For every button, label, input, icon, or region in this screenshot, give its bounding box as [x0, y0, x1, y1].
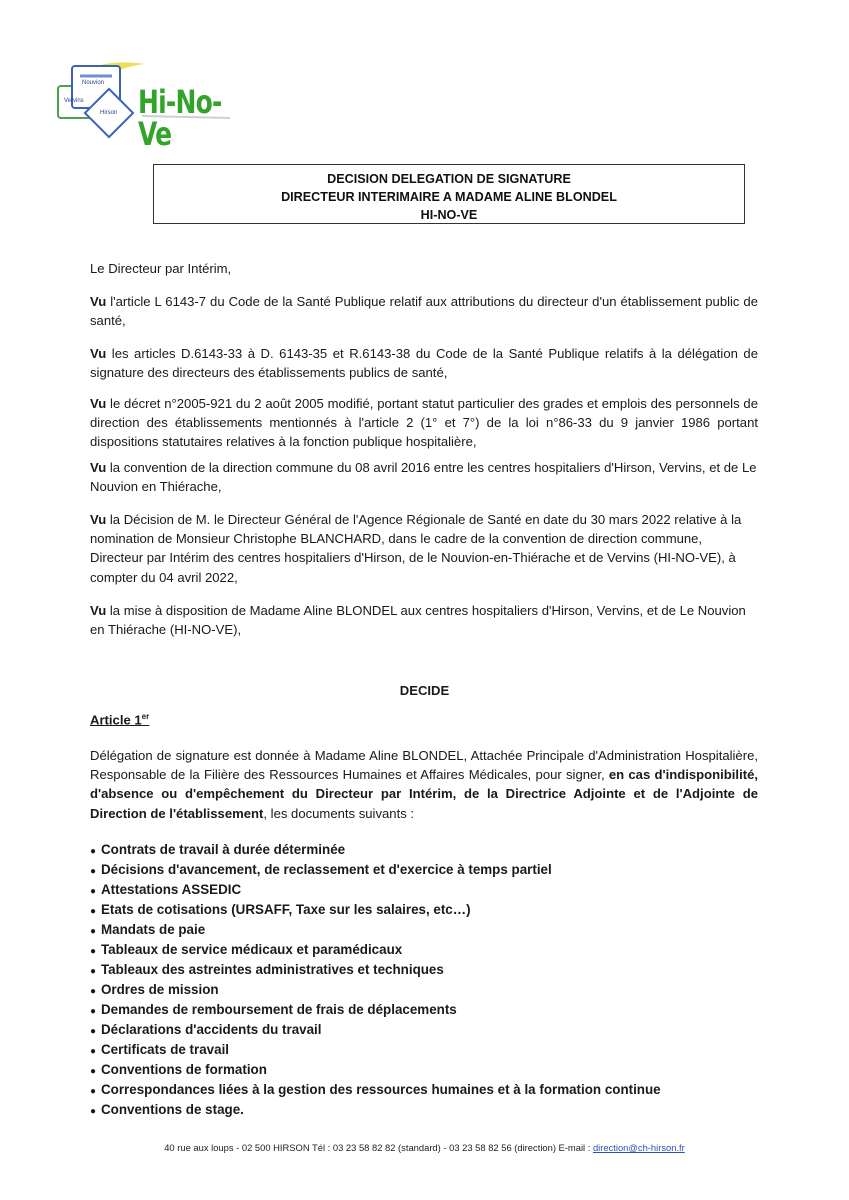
vu-label: Vu: [90, 396, 107, 411]
consideration-text: la convention de la direction commune du 08 avril 2016 entre les centres hospitaliers d'Hirson, Vervins, et de Le Nouvion en Thiérache,: [90, 460, 757, 495]
list-item: ● Tableaux des astreintes administratives et techniques: [90, 960, 770, 980]
list-item: ● Déclarations d'accidents du travail: [90, 1020, 770, 1040]
consideration-paragraph: [90, 601, 758, 639]
bullet-icon: ●: [90, 866, 97, 878]
list-item: ● Décisions d'avancement, de reclassement et d'exercice à temps partiel: [90, 860, 770, 880]
list-item: ● Demandes de remboursement de frais de déplacements: [90, 1000, 770, 1020]
bullet-icon: ●: [90, 906, 97, 918]
logo-badge-text: Hirson: [100, 110, 118, 116]
list-item: ● Correspondances liées à la gestion des ressources humaines et à la formation continue: [90, 1080, 770, 1100]
title-line-2: DIRECTEUR INTERIMAIRE A MADAME ALINE BLONDEL: [281, 190, 617, 204]
consideration-paragraph: [90, 394, 758, 452]
document-title-box: [153, 164, 745, 224]
delegation-text: Délégation de signature est donnée à Madame Aline BLONDEL, Attachée Principale d'Administration Hospitalière, Responsable de la Filière des Ressources Humaines et Affaires Médicales, pour signer,: [90, 748, 758, 783]
list-item: ● Tableaux de service médicaux et paramédicaux: [90, 940, 770, 960]
consideration-text: la Décision de M. le Directeur Général de l'Agence Régionale de Santé en date du 30 mars 2022 relative à la nomination de Monsieur Christophe BLANCHARD, dans le cadre de la convention de direction commune, Directeur par Intérim des centres hospitaliers d'Hirson, de le Nouvion-en-Thiérache et de Vervins (HI-NO-VE), à compter du 04 avril 2022,: [90, 512, 742, 585]
consideration-text: les articles D.6143-33 à D. 6143-35 et R.6143-38 du Code de la Santé Publique relatifs à la délégation de signature des directeurs des établissements publics de santé,: [90, 346, 758, 381]
consideration-text: l'article L 6143-7 du Code de la Santé Publique relatif aux attributions du directeur d'un établissement public de santé,: [90, 294, 758, 329]
delegation-paragraph: [90, 746, 758, 823]
delegation-text-end: , les documents suivants :: [263, 805, 415, 821]
bullet-icon: ●: [90, 846, 97, 857]
consideration-paragraph: [90, 510, 758, 587]
bullet-icon: ●: [90, 1006, 97, 1018]
consideration-paragraph: [90, 292, 758, 330]
consideration-text: le décret n°2005-921 du 2 août 2005 modifié, portant statut particulier des grades et emplois des personnels de direction des établissements mentionnés à l'article 2 (1° et 7°) de la loi n°86-33 du 9 janvier 1986 portant dispositions statutaires relatives à la fonction publique hospitalière,: [90, 396, 758, 450]
delegation-condition: en cas d'indisponibilité, d'absence ou d'empêchement du Directeur par Intérim, de la Directrice Adjointe et de l'Adjointe de Direction de l'établissement: [90, 767, 758, 821]
bullet-icon: ●: [90, 946, 97, 958]
vu-label: Vu: [90, 346, 107, 361]
article-label: Article 1: [90, 712, 142, 728]
footer-address: 40 rue aux loups - 02 500 HIRSON Tél : 03 23 58 82 82 (standard) - 03 23 58 82 56 (direction) E-mail :: [164, 1142, 593, 1153]
list-item: ● Etats de cotisations (URSAFF, Taxe sur les salaires, etc…): [90, 900, 770, 920]
decide-heading: DECIDE: [399, 683, 450, 698]
list-item: ● Conventions de formation: [90, 1060, 770, 1080]
vu-label: Vu: [90, 512, 107, 527]
vu-label: Vu: [90, 294, 107, 309]
article-sup: er: [141, 712, 150, 721]
intro-line: Le Directeur par Intérim,: [90, 261, 232, 276]
bullet-icon: ●: [90, 1026, 97, 1038]
vu-label: Vu: [90, 603, 107, 618]
page-footer: [0, 1142, 849, 1153]
bullet-icon: ●: [90, 886, 97, 898]
consideration-paragraph: [90, 458, 758, 496]
logo-wordmark: Hi-No-Ve: [138, 83, 222, 153]
list-item: ● Mandats de paie: [90, 920, 770, 940]
article-heading: [90, 712, 149, 727]
documents-list: [90, 840, 770, 1120]
bullet-icon: ●: [90, 1086, 97, 1098]
consideration-text: la mise à disposition de Madame Aline BLONDEL aux centres hospitaliers d'Hirson, Vervins, et de Le Nouvion en Thiérache (HI-NO-VE),: [90, 603, 746, 638]
consideration-paragraph: [90, 344, 758, 382]
list-item: ● Certificats de travail: [90, 1040, 770, 1060]
list-item: ● Attestations ASSEDIC: [90, 880, 770, 900]
title-line-1: DECISION DELEGATION DE SIGNATURE: [327, 172, 571, 186]
bullet-icon: ●: [90, 966, 97, 978]
bullet-icon: ●: [90, 1046, 97, 1058]
footer-email-link[interactable]: direction@ch-hirson.fr: [592, 1142, 685, 1153]
bullet-icon: ●: [90, 1106, 97, 1118]
list-item: ● Ordres de mission: [90, 980, 770, 1000]
bullet-icon: ●: [90, 926, 97, 938]
bullet-icon: ●: [90, 1066, 97, 1078]
vu-label: Vu: [90, 460, 107, 475]
title-line-3: HI-NO-VE: [420, 208, 478, 222]
list-item: ● Contrats de travail à durée déterminée: [90, 840, 770, 860]
logo-badge-text: Vervins: [64, 98, 84, 104]
list-item: ● Conventions de stage.: [90, 1100, 770, 1120]
hinove-logo: [50, 46, 250, 151]
logo-badge-text: Nouvion: [82, 80, 105, 86]
bullet-icon: ●: [90, 986, 97, 998]
